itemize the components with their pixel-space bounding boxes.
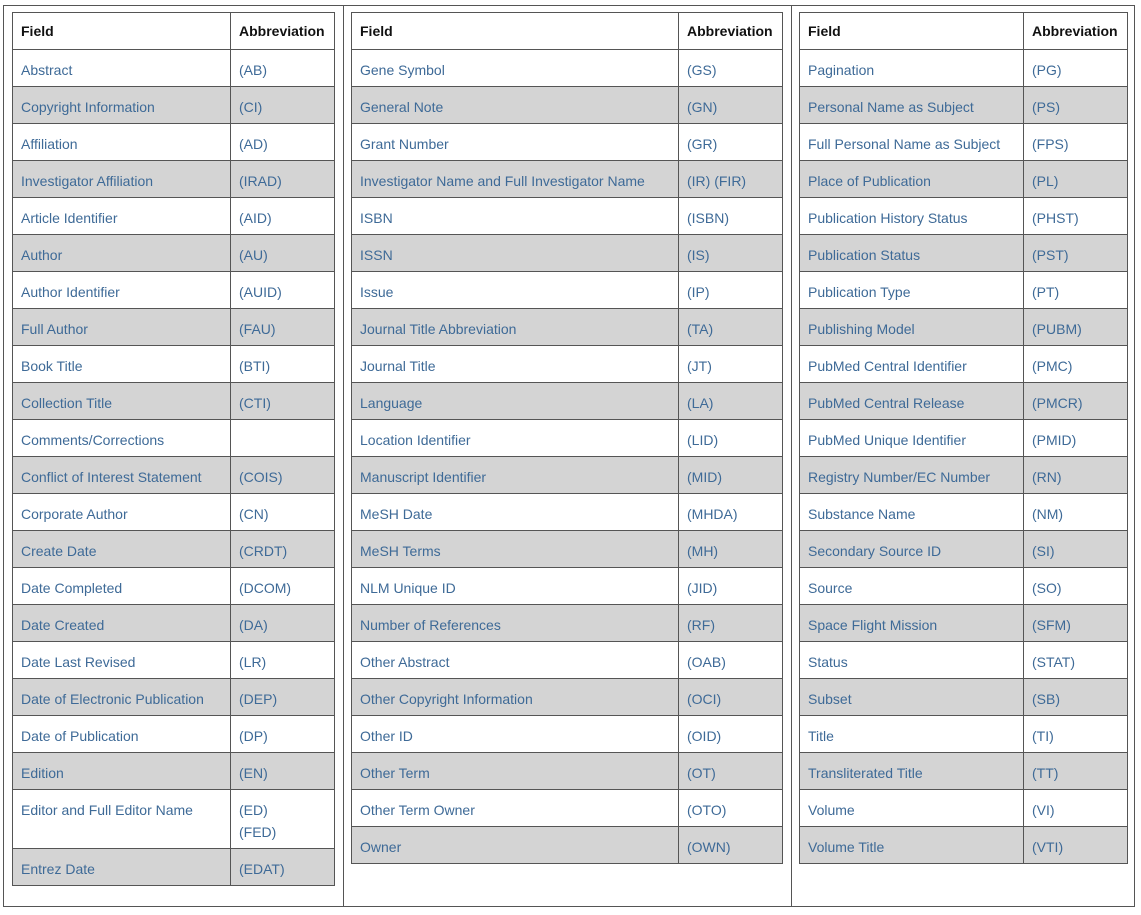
field-name-link[interactable]: Substance Name bbox=[800, 494, 1024, 531]
field-name-link[interactable]: Publishing Model bbox=[800, 309, 1024, 346]
field-name-link[interactable]: Subset bbox=[800, 679, 1024, 716]
field-abbreviation[interactable]: (CN) bbox=[231, 494, 335, 531]
table-row bbox=[352, 531, 783, 568]
field-abbreviation[interactable]: (RN) bbox=[1024, 457, 1128, 494]
field-abbreviation[interactable]: (GR) bbox=[679, 124, 783, 161]
table-row bbox=[352, 642, 783, 679]
field-table-3 bbox=[799, 12, 1128, 864]
table-row bbox=[352, 346, 783, 383]
field-abbreviation[interactable] bbox=[231, 790, 335, 849]
field-abbreviation[interactable]: (SB) bbox=[1024, 679, 1128, 716]
field-name-link[interactable]: Other ID bbox=[352, 716, 679, 753]
field-abbreviation[interactable]: (IR) (FIR) bbox=[679, 161, 783, 198]
table-row bbox=[352, 235, 783, 272]
table-header-row bbox=[13, 13, 335, 50]
field-abbreviation[interactable]: (ISBN) bbox=[679, 198, 783, 235]
table-row bbox=[800, 753, 1128, 790]
table-row bbox=[13, 87, 335, 124]
table-row bbox=[13, 124, 335, 161]
field-abbreviation[interactable]: (SFM) bbox=[1024, 605, 1128, 642]
field-abbreviation[interactable]: (IP) bbox=[679, 272, 783, 309]
table-row bbox=[352, 457, 783, 494]
field-name-link[interactable]: NLM Unique ID bbox=[352, 568, 679, 605]
field-name-link[interactable]: Collection Title bbox=[13, 383, 231, 420]
field-abbreviation[interactable]: (PT) bbox=[1024, 272, 1128, 309]
table-row bbox=[800, 346, 1128, 383]
field-name-link[interactable]: Title bbox=[800, 716, 1024, 753]
field-name-link[interactable]: Grant Number bbox=[352, 124, 679, 161]
field-abbreviation[interactable]: (PMCR) bbox=[1024, 383, 1128, 420]
field-abbreviation[interactable]: (COIS) bbox=[231, 457, 335, 494]
table-row bbox=[13, 420, 335, 457]
field-name-link[interactable]: Author Identifier bbox=[13, 272, 231, 309]
table-row bbox=[800, 494, 1128, 531]
field-abbreviation[interactable]: (PHST) bbox=[1024, 198, 1128, 235]
table-row bbox=[800, 50, 1128, 87]
table-row bbox=[352, 827, 783, 864]
field-abbreviation[interactable]: (DP) bbox=[231, 716, 335, 753]
field-abbreviation[interactable]: (JID) bbox=[679, 568, 783, 605]
field-abbreviation[interactable]: (STAT) bbox=[1024, 642, 1128, 679]
table-row bbox=[352, 790, 783, 827]
field-abbreviation[interactable]: (LID) bbox=[679, 420, 783, 457]
header-field: Field bbox=[13, 13, 231, 50]
table-row bbox=[352, 161, 783, 198]
field-name-link[interactable]: Journal Title bbox=[352, 346, 679, 383]
table-row bbox=[352, 716, 783, 753]
table-row bbox=[800, 124, 1128, 161]
table-row bbox=[13, 457, 335, 494]
table-header-row bbox=[800, 13, 1128, 50]
field-name-link[interactable]: Volume bbox=[800, 790, 1024, 827]
table-row bbox=[13, 753, 335, 790]
table-row bbox=[800, 531, 1128, 568]
table-row bbox=[13, 235, 335, 272]
field-name-link[interactable]: Investigator Affiliation bbox=[13, 161, 231, 198]
field-table-2 bbox=[351, 12, 783, 864]
field-abbreviation[interactable]: (PS) bbox=[1024, 87, 1128, 124]
field-abbreviation[interactable]: (GN) bbox=[679, 87, 783, 124]
table-row bbox=[13, 642, 335, 679]
table-row bbox=[13, 605, 335, 642]
field-name-link[interactable]: Other Abstract bbox=[352, 642, 679, 679]
table-row bbox=[800, 679, 1128, 716]
field-name-link[interactable]: Copyright Information bbox=[13, 87, 231, 124]
field-abbreviation[interactable]: (LR) bbox=[231, 642, 335, 679]
field-name-link[interactable]: Book Title bbox=[13, 346, 231, 383]
field-abbreviation-primary[interactable]: (ED) bbox=[239, 802, 268, 818]
table-row bbox=[13, 346, 335, 383]
table-row bbox=[352, 309, 783, 346]
field-name-link[interactable]: PubMed Central Identifier bbox=[800, 346, 1024, 383]
table-row bbox=[13, 849, 335, 886]
field-name-link[interactable]: Date Last Revised bbox=[13, 642, 231, 679]
field-name-link[interactable]: MeSH Date bbox=[352, 494, 679, 531]
field-name-link[interactable]: Author bbox=[13, 235, 231, 272]
field-abbreviation-container bbox=[3, 5, 1135, 907]
field-name-link[interactable]: Publication Status bbox=[800, 235, 1024, 272]
field-name-link[interactable]: Date of Electronic Publication bbox=[13, 679, 231, 716]
table-row bbox=[800, 235, 1128, 272]
field-name-link[interactable]: Date of Publication bbox=[13, 716, 231, 753]
field-abbreviation[interactable]: (PG) bbox=[1024, 50, 1128, 87]
table-row bbox=[13, 50, 335, 87]
column-1 bbox=[4, 6, 343, 906]
field-abbreviation[interactable]: (GS) bbox=[679, 50, 783, 87]
field-name-link[interactable]: Full Personal Name as Subject bbox=[800, 124, 1024, 161]
field-abbreviation[interactable]: (TI) bbox=[1024, 716, 1128, 753]
field-name-link[interactable]: Publication Type bbox=[800, 272, 1024, 309]
table-row bbox=[13, 494, 335, 531]
table-row bbox=[800, 272, 1128, 309]
field-name-link[interactable]: Affiliation bbox=[13, 124, 231, 161]
table-row bbox=[800, 790, 1128, 827]
field-abbreviation[interactable]: (AB) bbox=[231, 50, 335, 87]
field-abbreviation[interactable]: (OT) bbox=[679, 753, 783, 790]
field-name-link[interactable]: ISBN bbox=[352, 198, 679, 235]
field-name-link[interactable]: Owner bbox=[352, 827, 679, 864]
table-row bbox=[13, 272, 335, 309]
table-row bbox=[352, 124, 783, 161]
table-row bbox=[352, 383, 783, 420]
table-row bbox=[13, 309, 335, 346]
table-header-row bbox=[352, 13, 783, 50]
field-name-link[interactable]: Status bbox=[800, 642, 1024, 679]
field-name-link[interactable]: Secondary Source ID bbox=[800, 531, 1024, 568]
table-row bbox=[800, 605, 1128, 642]
field-abbreviation[interactable]: (DCOM) bbox=[231, 568, 335, 605]
header-field: Field bbox=[800, 13, 1024, 50]
field-abbreviation-secondary[interactable]: (FED) bbox=[239, 824, 277, 840]
table-row bbox=[800, 568, 1128, 605]
field-name-link[interactable]: Date Completed bbox=[13, 568, 231, 605]
field-abbreviation[interactable]: (JT) bbox=[679, 346, 783, 383]
field-abbreviation[interactable]: (OTO) bbox=[679, 790, 783, 827]
table-row bbox=[800, 161, 1128, 198]
field-name-link[interactable]: Volume Title bbox=[800, 827, 1024, 864]
field-abbreviation[interactable]: (DA) bbox=[231, 605, 335, 642]
field-name-link[interactable]: PubMed Central Release bbox=[800, 383, 1024, 420]
field-name-link[interactable]: Place of Publication bbox=[800, 161, 1024, 198]
field-name-link[interactable]: Other Term bbox=[352, 753, 679, 790]
table-row bbox=[352, 679, 783, 716]
field-abbreviation[interactable]: (CTI) bbox=[231, 383, 335, 420]
table-row bbox=[352, 272, 783, 309]
field-abbreviation[interactable]: (MHDA) bbox=[679, 494, 783, 531]
field-abbreviation[interactable]: (PST) bbox=[1024, 235, 1128, 272]
table-row bbox=[352, 87, 783, 124]
field-name-link[interactable]: ISSN bbox=[352, 235, 679, 272]
header-abbreviation: Abbreviation bbox=[1024, 13, 1128, 50]
field-name-link[interactable]: Investigator Name and Full Investigator Name bbox=[352, 161, 679, 198]
table-row bbox=[13, 679, 335, 716]
table-row bbox=[13, 568, 335, 605]
field-abbreviation[interactable] bbox=[231, 420, 335, 457]
table-row bbox=[13, 531, 335, 568]
field-abbreviation[interactable]: (PMC) bbox=[1024, 346, 1128, 383]
field-abbreviation[interactable]: (OAB) bbox=[679, 642, 783, 679]
table-row bbox=[352, 50, 783, 87]
field-abbreviation[interactable]: (VTI) bbox=[1024, 827, 1128, 864]
table-row bbox=[800, 716, 1128, 753]
field-name-link[interactable]: Corporate Author bbox=[13, 494, 231, 531]
field-name-link[interactable]: General Note bbox=[352, 87, 679, 124]
field-abbreviation[interactable]: (IS) bbox=[679, 235, 783, 272]
field-abbreviation[interactable]: (OWN) bbox=[679, 827, 783, 864]
header-field: Field bbox=[352, 13, 679, 50]
field-name-link[interactable]: Space Flight Mission bbox=[800, 605, 1024, 642]
field-name-link[interactable]: Language bbox=[352, 383, 679, 420]
field-name-link[interactable]: Journal Title Abbreviation bbox=[352, 309, 679, 346]
table-row bbox=[352, 605, 783, 642]
table-row bbox=[13, 161, 335, 198]
table-row bbox=[800, 309, 1128, 346]
field-abbreviation[interactable]: (IRAD) bbox=[231, 161, 335, 198]
field-abbreviation[interactable]: (MID) bbox=[679, 457, 783, 494]
field-name-link[interactable]: Number of References bbox=[352, 605, 679, 642]
field-name-link[interactable]: Create Date bbox=[13, 531, 231, 568]
field-abbreviation[interactable]: (CRDT) bbox=[231, 531, 335, 568]
table-row bbox=[800, 383, 1128, 420]
field-abbreviation[interactable]: (VI) bbox=[1024, 790, 1128, 827]
field-name-link[interactable]: PubMed Unique Identifier bbox=[800, 420, 1024, 457]
field-abbreviation[interactable]: (AUID) bbox=[231, 272, 335, 309]
field-name-link[interactable]: Registry Number/EC Number bbox=[800, 457, 1024, 494]
field-abbreviation[interactable]: (OCI) bbox=[679, 679, 783, 716]
field-abbreviation[interactable]: (MH) bbox=[679, 531, 783, 568]
column-3 bbox=[791, 6, 1134, 906]
table-row bbox=[800, 420, 1128, 457]
field-abbreviation[interactable]: (TA) bbox=[679, 309, 783, 346]
table-row bbox=[800, 87, 1128, 124]
field-name-link[interactable]: Date Created bbox=[13, 605, 231, 642]
field-name-link[interactable]: Conflict of Interest Statement bbox=[13, 457, 231, 494]
table-row bbox=[352, 198, 783, 235]
column-2 bbox=[343, 6, 791, 906]
field-abbreviation[interactable]: (SO) bbox=[1024, 568, 1128, 605]
field-abbreviation[interactable]: (DEP) bbox=[231, 679, 335, 716]
table-row bbox=[800, 457, 1128, 494]
field-abbreviation[interactable]: (NM) bbox=[1024, 494, 1128, 531]
field-name-link[interactable]: Other Copyright Information bbox=[352, 679, 679, 716]
field-abbreviation[interactable]: (AU) bbox=[231, 235, 335, 272]
field-name-link[interactable]: Manuscript Identifier bbox=[352, 457, 679, 494]
field-name-link[interactable]: Editor and Full Editor Name bbox=[13, 790, 231, 849]
field-name-link[interactable]: Transliterated Title bbox=[800, 753, 1024, 790]
field-name-link[interactable]: Issue bbox=[352, 272, 679, 309]
field-abbreviation[interactable]: (EN) bbox=[231, 753, 335, 790]
field-abbreviation[interactable]: (EDAT) bbox=[231, 849, 335, 886]
table-row bbox=[352, 753, 783, 790]
table-row bbox=[13, 716, 335, 753]
table-row bbox=[800, 198, 1128, 235]
field-name-link[interactable]: Source bbox=[800, 568, 1024, 605]
table-row bbox=[352, 494, 783, 531]
field-abbreviation[interactable]: (AID) bbox=[231, 198, 335, 235]
field-abbreviation[interactable]: (PL) bbox=[1024, 161, 1128, 198]
header-abbreviation: Abbreviation bbox=[231, 13, 335, 50]
field-name-link[interactable]: Gene Symbol bbox=[352, 50, 679, 87]
field-abbreviation[interactable]: (PUBM) bbox=[1024, 309, 1128, 346]
table-row bbox=[352, 420, 783, 457]
field-table-1 bbox=[12, 12, 335, 886]
field-name-link[interactable]: Abstract bbox=[13, 50, 231, 87]
field-name-link[interactable]: Location Identifier bbox=[352, 420, 679, 457]
field-abbreviation[interactable]: (FPS) bbox=[1024, 124, 1128, 161]
table-row bbox=[352, 568, 783, 605]
field-abbreviation[interactable]: (LA) bbox=[679, 383, 783, 420]
field-abbreviation[interactable]: (TT) bbox=[1024, 753, 1128, 790]
field-name-link[interactable]: Full Author bbox=[13, 309, 231, 346]
header-abbreviation: Abbreviation bbox=[679, 13, 783, 50]
field-name-link[interactable]: Publication History Status bbox=[800, 198, 1024, 235]
field-abbreviation[interactable]: (OID) bbox=[679, 716, 783, 753]
field-name-link[interactable]: Edition bbox=[13, 753, 231, 790]
field-name-link[interactable]: Other Term Owner bbox=[352, 790, 679, 827]
table-row bbox=[13, 790, 335, 849]
table-row bbox=[13, 383, 335, 420]
table-row bbox=[13, 198, 335, 235]
field-name-link[interactable]: Comments/Corrections bbox=[13, 420, 231, 457]
field-abbreviation[interactable]: (AD) bbox=[231, 124, 335, 161]
field-abbreviation[interactable]: (CI) bbox=[231, 87, 335, 124]
field-abbreviation[interactable]: (FAU) bbox=[231, 309, 335, 346]
table-row bbox=[800, 642, 1128, 679]
table-row bbox=[800, 827, 1128, 864]
field-name-link[interactable]: Entrez Date bbox=[13, 849, 231, 886]
field-abbreviation[interactable]: (BTI) bbox=[231, 346, 335, 383]
field-abbreviation[interactable]: (SI) bbox=[1024, 531, 1128, 568]
field-abbreviation[interactable]: (PMID) bbox=[1024, 420, 1128, 457]
field-name-link[interactable]: Personal Name as Subject bbox=[800, 87, 1024, 124]
field-name-link[interactable]: MeSH Terms bbox=[352, 531, 679, 568]
field-name-link[interactable]: Pagination bbox=[800, 50, 1024, 87]
field-abbreviation[interactable]: (RF) bbox=[679, 605, 783, 642]
field-name-link[interactable]: Article Identifier bbox=[13, 198, 231, 235]
